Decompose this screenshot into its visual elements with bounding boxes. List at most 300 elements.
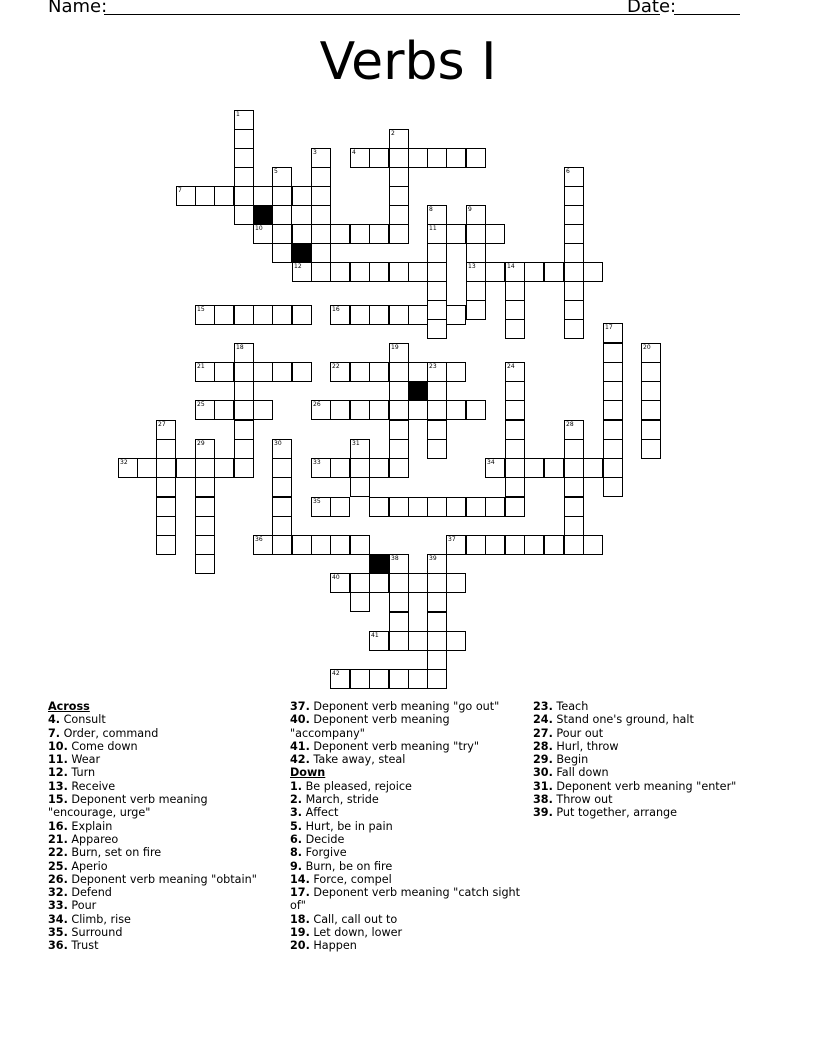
clue-item xyxy=(48,939,278,952)
clue-text: Let down, lower xyxy=(309,926,403,940)
clue-text: Take away, steal xyxy=(309,753,406,767)
clue-number: 36. xyxy=(48,939,68,953)
clue-number: 24. xyxy=(533,713,553,727)
clue-item xyxy=(48,766,278,779)
clue-text: March, stride xyxy=(302,793,379,807)
grid-cell[interactable] xyxy=(234,186,254,206)
grid-cell[interactable] xyxy=(292,535,312,555)
grid-cell[interactable] xyxy=(408,573,428,593)
grid-cell[interactable] xyxy=(505,400,525,420)
cell-number: 4 xyxy=(352,149,356,156)
grid-cell[interactable] xyxy=(446,400,466,420)
grid-cell[interactable] xyxy=(350,592,370,612)
grid-cell[interactable] xyxy=(350,458,370,478)
grid-cell[interactable] xyxy=(505,281,525,301)
clue-text: Be pleased, rejoice xyxy=(302,779,412,793)
grid-cell[interactable] xyxy=(214,362,234,382)
grid-cell[interactable] xyxy=(408,497,428,517)
clue-number: 20. xyxy=(290,939,310,953)
grid-cell[interactable] xyxy=(446,305,466,325)
clue-number: 23. xyxy=(533,700,553,713)
cell-number: 39 xyxy=(429,555,437,562)
clue-item xyxy=(48,926,278,939)
grid-cell[interactable] xyxy=(389,362,409,382)
grid-cell[interactable] xyxy=(408,669,428,689)
grid-cell[interactable] xyxy=(564,300,584,320)
grid-cell[interactable] xyxy=(350,262,370,282)
cell-number: 34 xyxy=(487,459,495,466)
grid-cell[interactable] xyxy=(408,400,428,420)
name-label: Name: xyxy=(48,0,108,17)
grid-cell[interactable] xyxy=(427,592,447,612)
clues-column-2 xyxy=(290,700,525,953)
grid-cell[interactable] xyxy=(389,497,409,517)
grid-cell[interactable] xyxy=(156,516,176,536)
grid-cell[interactable] xyxy=(330,262,350,282)
black-cell xyxy=(292,243,312,263)
clue-item xyxy=(48,727,278,740)
black-cell xyxy=(369,554,389,574)
grid-cell[interactable] xyxy=(214,458,234,478)
grid-cell[interactable] xyxy=(408,631,428,651)
grid-cell[interactable] xyxy=(350,400,370,420)
clue-text: Teach xyxy=(552,700,589,713)
grid-cell[interactable] xyxy=(466,148,486,168)
grid-cell[interactable] xyxy=(272,224,292,244)
grid-cell[interactable] xyxy=(603,381,623,401)
puzzle-title: Verbs I xyxy=(319,32,497,92)
cell-number: 42 xyxy=(332,670,340,677)
grid-cell[interactable] xyxy=(156,497,176,517)
clue-item xyxy=(48,886,278,899)
grid-cell[interactable] xyxy=(641,420,661,440)
grid-cell[interactable] xyxy=(311,186,331,206)
clue-number: 7. xyxy=(48,726,61,740)
clue-item xyxy=(48,713,278,726)
grid-cell[interactable] xyxy=(564,224,584,244)
cell-number: 5 xyxy=(274,168,278,175)
clue-number: 3. xyxy=(290,806,303,820)
grid-cell[interactable] xyxy=(330,497,350,517)
grid-cell[interactable] xyxy=(408,362,428,382)
clue-number: 38. xyxy=(533,793,553,807)
grid-cell[interactable] xyxy=(330,224,350,244)
grid-cell[interactable] xyxy=(641,381,661,401)
grid-cell[interactable] xyxy=(292,305,312,325)
grid-cell[interactable] xyxy=(603,458,623,478)
cell-number: 31 xyxy=(352,440,360,447)
clue-item xyxy=(48,913,278,926)
cell-number: 2 xyxy=(391,130,395,137)
grid-cell[interactable] xyxy=(272,458,292,478)
clue-text: Hurl, throw xyxy=(552,739,619,753)
grid-cell[interactable] xyxy=(234,362,254,382)
clue-item xyxy=(533,766,763,779)
clue-text: Order, command xyxy=(60,726,159,740)
clue-number: 29. xyxy=(533,753,553,767)
grid-cell[interactable] xyxy=(389,167,409,187)
clue-text: Consult xyxy=(60,713,106,727)
grid-cell[interactable] xyxy=(427,262,447,282)
clue-number: 21. xyxy=(48,832,68,846)
clue-number: 11. xyxy=(48,753,68,767)
grid-cell[interactable] xyxy=(544,535,564,555)
grid-cell[interactable] xyxy=(564,205,584,225)
cell-number: 27 xyxy=(158,421,166,428)
grid-cell[interactable] xyxy=(350,573,370,593)
grid-cell[interactable] xyxy=(234,439,254,459)
grid-cell[interactable] xyxy=(427,381,447,401)
grid-cell[interactable] xyxy=(427,573,447,593)
clue-number: 26. xyxy=(48,872,68,886)
cell-number: 24 xyxy=(507,363,515,370)
grid-cell[interactable] xyxy=(330,400,350,420)
grid-cell[interactable] xyxy=(427,612,447,632)
grid-cell[interactable] xyxy=(641,439,661,459)
grid-cell[interactable] xyxy=(272,186,292,206)
grid-cell[interactable] xyxy=(564,281,584,301)
grid-cell[interactable] xyxy=(603,477,623,497)
grid-cell[interactable] xyxy=(369,262,389,282)
grid-cell[interactable] xyxy=(311,243,331,263)
grid-cell[interactable] xyxy=(389,458,409,478)
clue-item xyxy=(290,913,525,926)
black-cell xyxy=(408,381,428,401)
clues-column-3 xyxy=(533,700,763,820)
clue-item xyxy=(290,820,525,833)
cell-number: 26 xyxy=(313,401,321,408)
grid-cell[interactable] xyxy=(389,631,409,651)
grid-cell[interactable] xyxy=(234,129,254,149)
grid-cell[interactable] xyxy=(505,300,525,320)
grid-cell[interactable] xyxy=(156,458,176,478)
grid-cell[interactable] xyxy=(156,477,176,497)
grid-cell[interactable] xyxy=(389,612,409,632)
grid-cell[interactable] xyxy=(603,439,623,459)
grid-cell[interactable] xyxy=(466,300,486,320)
cell-number: 15 xyxy=(197,306,205,313)
grid-cell[interactable] xyxy=(369,458,389,478)
grid-cell[interactable] xyxy=(446,573,466,593)
clue-text: Deponent verb meaning "enter" xyxy=(552,779,737,793)
clue-text: Hurt, be in pain xyxy=(302,819,393,833)
cell-number: 21 xyxy=(197,363,205,370)
cell-number: 36 xyxy=(255,536,263,543)
grid-cell[interactable] xyxy=(195,497,215,517)
clue-number: 5. xyxy=(290,819,303,833)
grid-cell[interactable] xyxy=(234,305,254,325)
clue-item xyxy=(290,846,525,859)
cell-number: 16 xyxy=(332,306,340,313)
grid-cell[interactable] xyxy=(603,420,623,440)
grid-cell[interactable] xyxy=(369,669,389,689)
grid-cell[interactable] xyxy=(311,224,331,244)
grid-cell[interactable] xyxy=(389,381,409,401)
grid-cell[interactable] xyxy=(292,362,312,382)
grid-cell[interactable] xyxy=(292,224,312,244)
clue-item xyxy=(290,700,525,713)
grid-cell[interactable] xyxy=(564,262,584,282)
grid-cell[interactable] xyxy=(253,400,273,420)
grid-cell[interactable] xyxy=(272,535,292,555)
grid-cell[interactable] xyxy=(524,262,544,282)
grid-cell[interactable] xyxy=(214,186,234,206)
grid-cell[interactable] xyxy=(583,535,603,555)
clue-text: Deponent verb meaning "try" xyxy=(309,739,480,753)
grid-cell[interactable] xyxy=(234,381,254,401)
clue-item xyxy=(290,793,525,806)
grid-cell[interactable] xyxy=(389,669,409,689)
grid-cell[interactable] xyxy=(466,535,486,555)
cell-number: 1 xyxy=(236,111,240,118)
cell-number: 35 xyxy=(313,498,321,505)
clue-text: Wear xyxy=(67,753,101,767)
grid-cell[interactable] xyxy=(505,535,525,555)
grid-cell[interactable] xyxy=(544,262,564,282)
grid-cell[interactable] xyxy=(350,535,370,555)
grid-cell[interactable] xyxy=(466,497,486,517)
clue-text: Defend xyxy=(67,886,112,900)
grid-cell[interactable] xyxy=(292,186,312,206)
grid-cell[interactable] xyxy=(350,305,370,325)
clue-item xyxy=(533,727,763,740)
grid-cell[interactable] xyxy=(427,439,447,459)
grid-cell[interactable] xyxy=(485,497,505,517)
grid-cell[interactable] xyxy=(564,186,584,206)
grid-cell[interactable] xyxy=(234,167,254,187)
clue-item xyxy=(533,740,763,753)
grid-cell[interactable] xyxy=(350,224,370,244)
grid-cell[interactable] xyxy=(389,400,409,420)
grid-cell[interactable] xyxy=(564,477,584,497)
grid-cell[interactable] xyxy=(446,497,466,517)
clue-item xyxy=(290,886,525,913)
grid-cell[interactable] xyxy=(564,535,584,555)
grid-cell[interactable] xyxy=(446,362,466,382)
grid-cell[interactable] xyxy=(389,420,409,440)
clue-item xyxy=(533,753,763,766)
grid-cell[interactable] xyxy=(389,439,409,459)
grid-cell[interactable] xyxy=(524,458,544,478)
clue-text: Call, call out to xyxy=(309,912,398,926)
cell-number: 33 xyxy=(313,459,321,466)
grid-cell[interactable] xyxy=(603,400,623,420)
grid-cell[interactable] xyxy=(564,497,584,517)
grid-cell[interactable] xyxy=(389,573,409,593)
grid-cell[interactable] xyxy=(564,243,584,263)
grid-cell[interactable] xyxy=(389,305,409,325)
grid-cell[interactable] xyxy=(214,400,234,420)
grid-cell[interactable] xyxy=(505,420,525,440)
grid-cell[interactable] xyxy=(369,305,389,325)
grid-cell[interactable] xyxy=(564,439,584,459)
clue-text: Aperio xyxy=(67,859,108,873)
grid-cell[interactable] xyxy=(272,362,292,382)
grid-cell[interactable] xyxy=(195,186,215,206)
clue-number: 4. xyxy=(48,713,61,727)
grid-cell[interactable] xyxy=(641,362,661,382)
grid-cell[interactable] xyxy=(195,516,215,536)
grid-cell[interactable] xyxy=(466,224,486,244)
clue-number: 13. xyxy=(48,779,68,793)
grid-cell[interactable] xyxy=(408,262,428,282)
grid-cell[interactable] xyxy=(641,400,661,420)
grid-cell[interactable] xyxy=(564,319,584,339)
grid-cell[interactable] xyxy=(427,631,447,651)
grid-cell[interactable] xyxy=(427,148,447,168)
cell-number: 11 xyxy=(429,225,437,232)
grid-cell[interactable] xyxy=(466,281,486,301)
grid-cell[interactable] xyxy=(272,497,292,517)
clue-text: Trust xyxy=(67,939,99,953)
grid-cell[interactable] xyxy=(389,224,409,244)
grid-cell[interactable] xyxy=(427,497,447,517)
clue-item xyxy=(290,926,525,939)
clue-item xyxy=(48,860,278,873)
clue-item xyxy=(533,713,763,726)
clue-number: 35. xyxy=(48,926,68,940)
clue-text: Surround xyxy=(67,926,123,940)
grid-cell[interactable] xyxy=(195,535,215,555)
grid-cell[interactable] xyxy=(330,458,350,478)
grid-cell[interactable] xyxy=(583,262,603,282)
grid-cell[interactable] xyxy=(253,186,273,206)
grid-cell[interactable] xyxy=(311,167,331,187)
grid-cell[interactable] xyxy=(330,535,350,555)
grid-cell[interactable] xyxy=(369,224,389,244)
grid-cell[interactable] xyxy=(544,458,564,478)
grid-cell[interactable] xyxy=(176,458,196,478)
grid-cell[interactable] xyxy=(485,224,505,244)
clue-item xyxy=(533,700,763,713)
grid-cell[interactable] xyxy=(350,477,370,497)
grid-cell[interactable] xyxy=(505,477,525,497)
grid-cell[interactable] xyxy=(505,381,525,401)
grid-cell[interactable] xyxy=(505,439,525,459)
grid-cell[interactable] xyxy=(485,262,505,282)
clue-text: Deponent verb meaning "encourage, urge" xyxy=(48,793,208,820)
grid-cell[interactable] xyxy=(272,305,292,325)
grid-cell[interactable] xyxy=(234,148,254,168)
grid-cell[interactable] xyxy=(369,497,389,517)
grid-cell[interactable] xyxy=(389,205,409,225)
grid-cell[interactable] xyxy=(446,224,466,244)
grid-cell[interactable] xyxy=(311,535,331,555)
clue-number: 2. xyxy=(290,793,303,807)
clue-text: Receive xyxy=(67,779,116,793)
clue-item xyxy=(48,833,278,846)
grid-cell[interactable] xyxy=(466,243,486,263)
clue-number: 39. xyxy=(533,806,553,820)
grid-cell[interactable] xyxy=(389,148,409,168)
grid-cell[interactable] xyxy=(311,205,331,225)
grid-cell[interactable] xyxy=(603,343,623,363)
grid-cell[interactable] xyxy=(272,516,292,536)
clue-text: Deponent verb meaning "catch sight of" xyxy=(290,886,521,913)
grid-cell[interactable] xyxy=(369,573,389,593)
grid-cell[interactable] xyxy=(195,477,215,497)
grid-cell[interactable] xyxy=(253,305,273,325)
clue-item xyxy=(290,873,525,886)
grid-cell[interactable] xyxy=(234,400,254,420)
grid-cell[interactable] xyxy=(156,535,176,555)
grid-cell[interactable] xyxy=(408,305,428,325)
grid-cell[interactable] xyxy=(427,669,447,689)
grid-cell[interactable] xyxy=(485,535,505,555)
grid-cell[interactable] xyxy=(505,319,525,339)
grid-cell[interactable] xyxy=(466,400,486,420)
grid-cell[interactable] xyxy=(195,554,215,574)
cell-number: 25 xyxy=(197,401,205,408)
grid-cell[interactable] xyxy=(446,631,466,651)
grid-cell[interactable] xyxy=(524,535,544,555)
grid-cell[interactable] xyxy=(389,262,409,282)
clue-item xyxy=(290,753,525,766)
grid-cell[interactable] xyxy=(564,458,584,478)
grid-cell[interactable] xyxy=(427,281,447,301)
grid-cell[interactable] xyxy=(583,458,603,478)
clue-text: Happen xyxy=(309,939,357,953)
grid-cell[interactable] xyxy=(350,362,370,382)
clue-text: Climb, rise xyxy=(67,912,131,926)
clue-item xyxy=(290,806,525,819)
grid-cell[interactable] xyxy=(253,362,273,382)
clue-item xyxy=(48,846,278,859)
grid-cell[interactable] xyxy=(369,400,389,420)
grid-cell[interactable] xyxy=(272,477,292,497)
grid-cell[interactable] xyxy=(234,420,254,440)
grid-cell[interactable] xyxy=(427,400,447,420)
grid-cell[interactable] xyxy=(427,300,447,320)
grid-cell[interactable] xyxy=(272,243,292,263)
clue-item xyxy=(290,939,525,952)
grid-cell[interactable] xyxy=(389,186,409,206)
clue-number: 40. xyxy=(290,713,310,727)
grid-cell[interactable] xyxy=(427,319,447,339)
grid-cell[interactable] xyxy=(427,243,447,263)
grid-cell[interactable] xyxy=(214,305,234,325)
clue-text: Turn xyxy=(67,766,96,780)
grid-cell[interactable] xyxy=(369,148,389,168)
grid-cell[interactable] xyxy=(505,497,525,517)
clue-text: Deponent verb meaning "obtain" xyxy=(67,872,257,886)
clue-number: 25. xyxy=(48,859,68,873)
grid-cell[interactable] xyxy=(369,362,389,382)
grid-cell[interactable] xyxy=(311,262,331,282)
grid-cell[interactable] xyxy=(156,439,176,459)
grid-cell[interactable] xyxy=(389,592,409,612)
grid-cell[interactable] xyxy=(234,458,254,478)
grid-cell[interactable] xyxy=(350,669,370,689)
grid-cell[interactable] xyxy=(137,458,157,478)
grid-cell[interactable] xyxy=(427,650,447,670)
grid-cell[interactable] xyxy=(603,362,623,382)
grid-cell[interactable] xyxy=(564,516,584,536)
grid-cell[interactable] xyxy=(446,148,466,168)
clue-item xyxy=(290,740,525,753)
cell-number: 3 xyxy=(313,149,317,156)
clue-number: 18. xyxy=(290,912,310,926)
clue-text: Put together, arrange xyxy=(552,806,678,820)
grid-cell[interactable] xyxy=(427,420,447,440)
grid-cell[interactable] xyxy=(408,148,428,168)
cell-number: 30 xyxy=(274,440,282,447)
grid-cell[interactable] xyxy=(505,458,525,478)
grid-cell[interactable] xyxy=(272,205,292,225)
grid-cell[interactable] xyxy=(195,458,215,478)
clue-number: 37. xyxy=(290,700,310,713)
grid-cell[interactable] xyxy=(234,205,254,225)
